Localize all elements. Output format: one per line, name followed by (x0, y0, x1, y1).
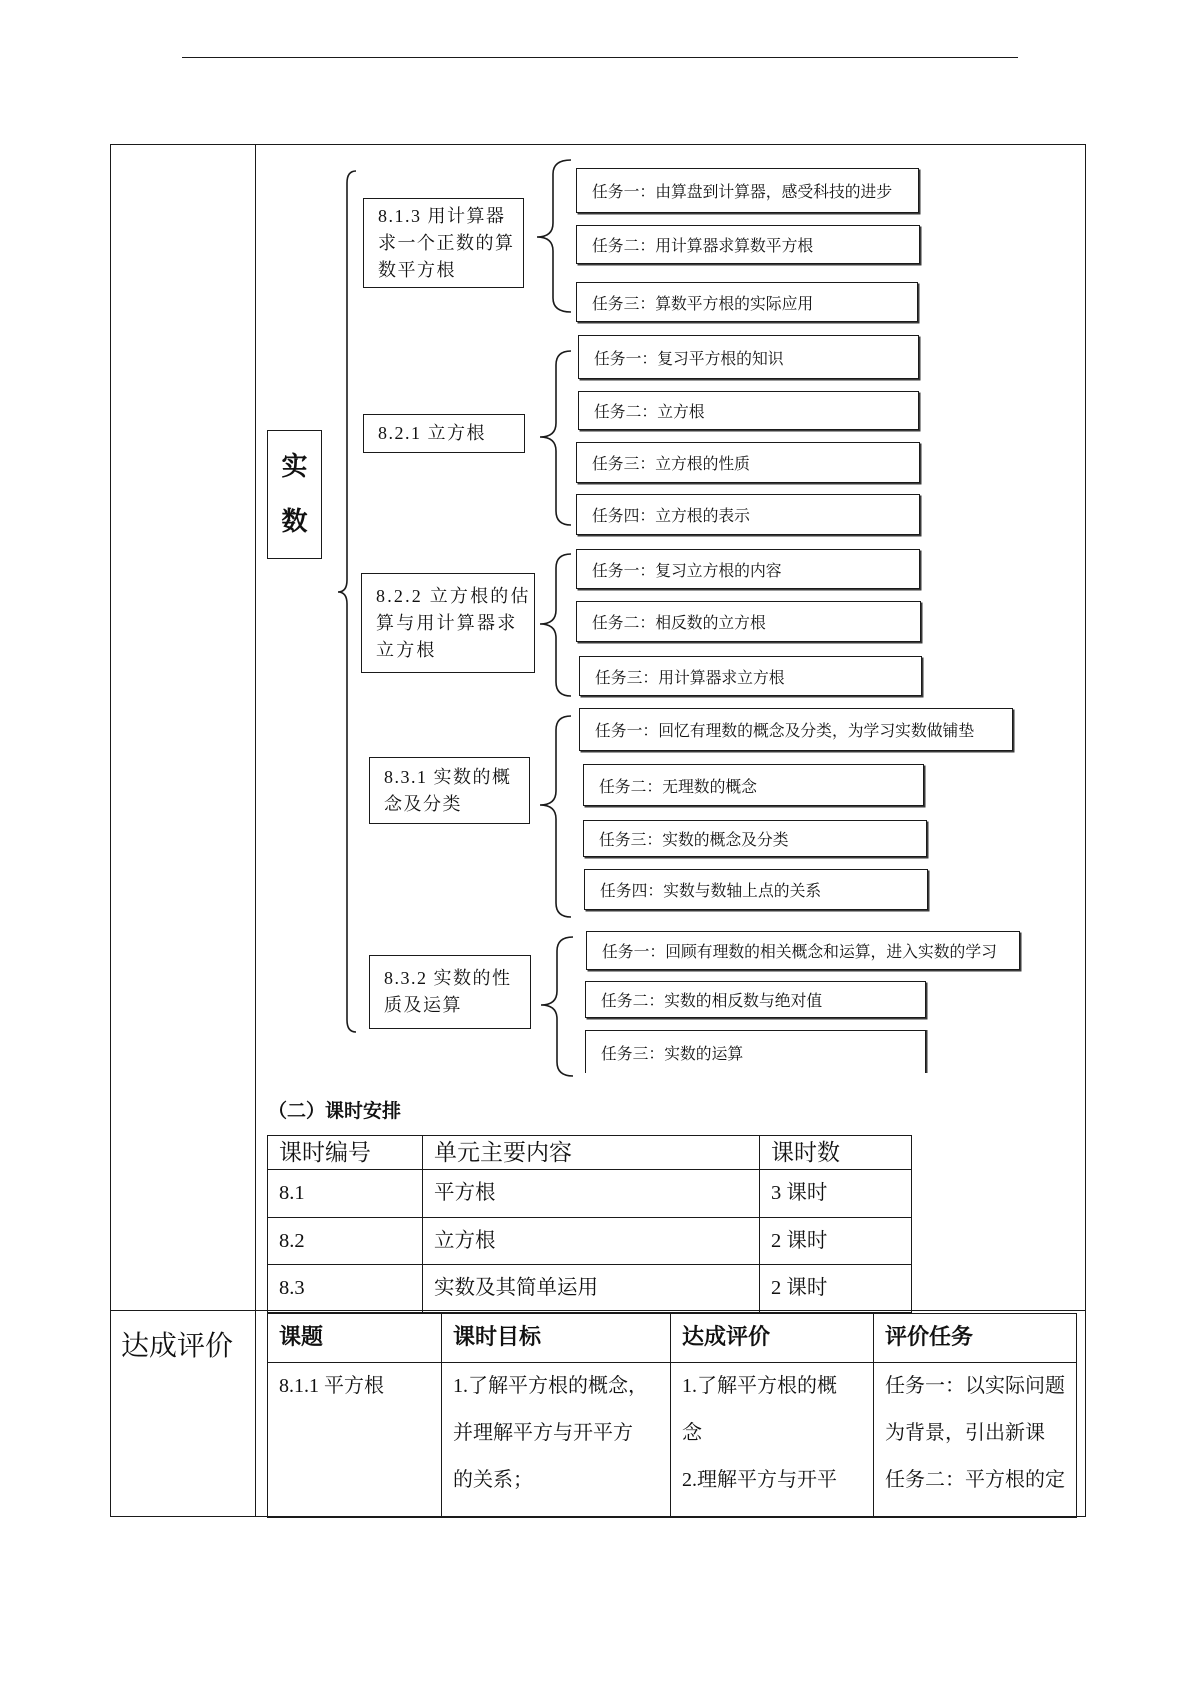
task-box: 任务二：立方根 (578, 391, 919, 430)
evaluation-cell-assessment (671, 1363, 874, 1518)
evaluation-goal-line: 的关系； (453, 1469, 533, 1491)
schedule-cell-hours: 2 课时 (760, 1265, 912, 1313)
schedule-header-row (268, 1136, 912, 1170)
evaluation-assessment-line: 2.理解平方与开平 (682, 1469, 837, 1491)
evaluation-cell-lesson (268, 1363, 442, 1518)
evaluation-task-line: 任务一：以实际问题 (885, 1375, 1065, 1397)
task-box: 任务三：立方根的性质 (576, 442, 920, 483)
task-box: 任务一：回顾有理数的相关概念和运算，进入实数的学习 (586, 931, 1020, 970)
task-box: 任务四：立方根的表示 (576, 494, 920, 535)
schedule-table (267, 1135, 912, 1313)
evaluation-goal-line: 1.了解平方根的概念， (453, 1375, 648, 1397)
schedule-cell-code: 8.3 (268, 1265, 423, 1313)
task-box: 任务三：用计算器求立方根 (579, 656, 922, 696)
task-box: 任务三：算数平方根的实际应用 (576, 282, 918, 322)
evaluation-assessment-line: 念 (682, 1422, 702, 1444)
task-box: 任务一：回忆有理数的概念及分类，为学习实数做铺垫 (579, 708, 1013, 751)
topic-box-4 (369, 757, 530, 824)
task-box: 任务一：复习立方根的内容 (576, 549, 920, 589)
topic-box-3 (361, 573, 535, 673)
evaluation-lesson-text: 8.1.1 平方根 (279, 1375, 384, 1397)
evaluation-side-label: 达成评价 (121, 1329, 234, 1362)
task-box: 任务三：实数的概念及分类 (583, 820, 927, 857)
schedule-row (268, 1170, 912, 1218)
schedule-cell-hours: 3 课时 (760, 1170, 912, 1218)
evaluation-row (268, 1363, 1077, 1518)
evaluation-header-tasks: 评价任务 (874, 1314, 1077, 1363)
evaluation-header-assessment: 达成评价 (671, 1314, 874, 1363)
task-box: 任务二：无理数的概念 (583, 764, 924, 806)
header-rule (182, 57, 1018, 58)
schedule-header-hours: 课时数 (760, 1136, 912, 1170)
section-title-schedule: （二）课时安排 (268, 1100, 402, 1122)
schedule-header-code: 课时编号 (268, 1136, 423, 1170)
topic-line: 8.2.1 立方根 (378, 423, 486, 443)
task-box: 任务三：实数的运算 (585, 1030, 926, 1073)
evaluation-header-row (268, 1314, 1077, 1363)
task-box: 任务一：复习平方根的知识 (578, 335, 919, 379)
topic-box-2 (363, 414, 525, 453)
task-box: 任务二：相反数的立方根 (576, 601, 921, 642)
evaluation-table (267, 1313, 1077, 1518)
schedule-cell-code: 8.2 (268, 1217, 423, 1265)
topic-line: 8.3.1 实数的概 (384, 766, 512, 787)
schedule-header-content: 单元主要内容 (423, 1136, 760, 1170)
topic-box-5 (369, 955, 531, 1029)
diagram-root-box (267, 430, 322, 559)
schedule-row (268, 1217, 912, 1265)
evaluation-assessment-line: 1.了解平方根的概 (682, 1375, 837, 1397)
schedule-cell-content: 实数及其简单运用 (423, 1265, 760, 1313)
evaluation-header-goals: 课时目标 (442, 1314, 671, 1363)
topic-line: 8.1.3 用计算器 (378, 205, 506, 226)
evaluation-task-line: 任务二：平方根的定 (885, 1469, 1065, 1491)
task-box: 任务二：实数的相反数与绝对值 (585, 981, 926, 1018)
evaluation-cell-tasks (874, 1363, 1077, 1518)
task-box: 任务一：由算盘到计算器，感受科技的进步 (576, 168, 919, 213)
topic-line: 数平方根 (378, 259, 456, 280)
topic-line: 8.3.2 实数的性 (384, 968, 512, 988)
topic-line: 质及运算 (384, 995, 462, 1015)
evaluation-header-lesson: 课题 (268, 1314, 442, 1363)
task-box: 任务二：用计算器求算数平方根 (576, 225, 920, 264)
diagram-root-label: 实数 (281, 451, 308, 537)
schedule-cell-code: 8.1 (268, 1170, 423, 1218)
evaluation-task-line: 为背景，引出新课 (885, 1422, 1045, 1444)
topic-box-1 (363, 198, 524, 288)
schedule-cell-content: 平方根 (423, 1170, 760, 1218)
schedule-row (268, 1265, 912, 1313)
evaluation-goal-line: 并理解平方与开平方 (453, 1422, 633, 1444)
schedule-cell-content: 立方根 (423, 1217, 760, 1265)
topic-line: 算与用计算器求 (376, 612, 518, 633)
left-column-divider (255, 144, 256, 1517)
schedule-cell-hours: 2 课时 (760, 1217, 912, 1265)
topic-line: 求一个正数的算 (378, 232, 515, 253)
topic-line: 念及分类 (384, 793, 462, 814)
evaluation-cell-goals (442, 1363, 671, 1518)
topic-line: 8.2.2 立方根的估 (376, 585, 531, 606)
topic-line: 立方根 (376, 639, 437, 660)
task-box: 任务四：实数与数轴上点的关系 (584, 869, 928, 910)
